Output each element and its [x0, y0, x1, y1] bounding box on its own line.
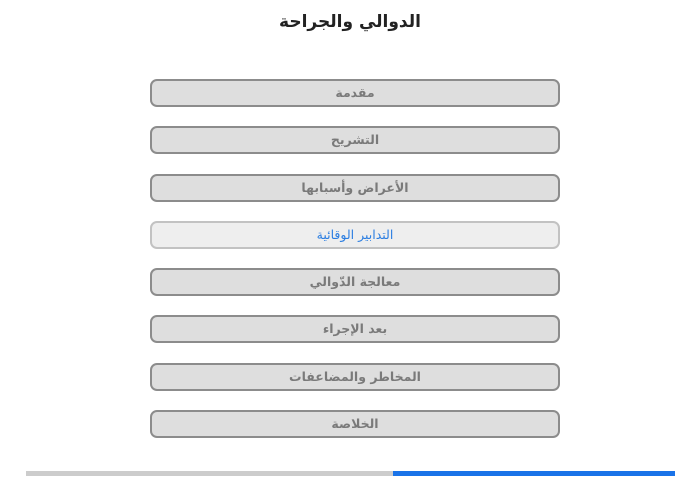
- menu-item-anatomy[interactable]: التشريح: [150, 126, 560, 154]
- menu-item-summary[interactable]: الخلاصة: [150, 410, 560, 438]
- menu-item-risks-complications[interactable]: المخاطر والمضاعفات: [150, 363, 560, 391]
- progress-bar-fill: [393, 471, 675, 476]
- menu-item-after-procedure[interactable]: بعد الإجراء: [150, 315, 560, 343]
- chapter-menu: [150, 79, 560, 457]
- menu-item-introduction[interactable]: مقدمة: [150, 79, 560, 107]
- menu-item-preventive-measures[interactable]: التدابير الوقائية: [150, 221, 560, 249]
- menu-item-symptoms-causes[interactable]: الأعراض وأسبابها: [150, 174, 560, 202]
- page-title: الدوالي والجراحة: [279, 12, 421, 32]
- progress-bar: [26, 471, 675, 476]
- menu-item-varicose-treatment[interactable]: معالجة الدّوالي: [150, 268, 560, 296]
